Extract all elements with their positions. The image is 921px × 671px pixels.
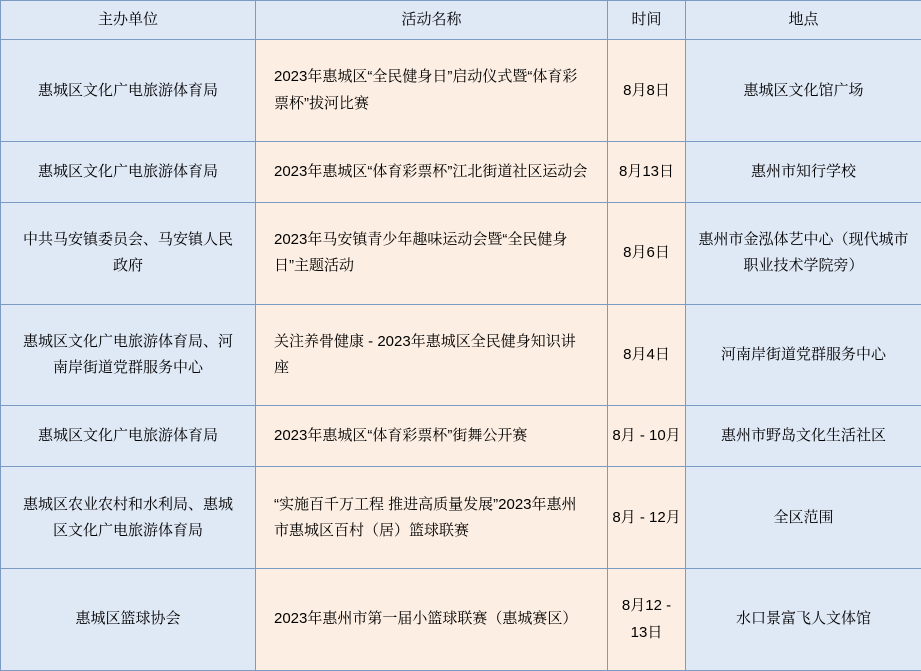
cell-time: 8月8日	[608, 40, 686, 142]
cell-organizer: 惠城区篮球协会	[1, 569, 256, 671]
cell-time: 8月 - 10月	[608, 406, 686, 467]
cell-organizer: 惠城区农业农村和水利局、惠城区文化广电旅游体育局	[1, 467, 256, 569]
cell-place: 水口景富飞人文体馆	[686, 569, 921, 671]
column-header-time: 时间	[608, 1, 686, 40]
cell-time: 8月 - 12月	[608, 467, 686, 569]
cell-activity-name: “实施百千万工程 推进高质量发展”2023年惠州市惠城区百村（居）篮球联赛	[256, 467, 608, 569]
cell-place: 河南岸街道党群服务中心	[686, 304, 921, 406]
table-header	[1, 1, 921, 40]
table-row	[1, 467, 921, 569]
table-row	[1, 406, 921, 467]
cell-time: 8月12 - 13日	[608, 569, 686, 671]
column-header-activity-name: 活动名称	[256, 1, 608, 40]
cell-organizer: 惠城区文化广电旅游体育局	[1, 40, 256, 142]
cell-place: 惠城区文化馆广场	[686, 40, 921, 142]
cell-activity-name: 2023年马安镇青少年趣味运动会暨“全民健身日”主题活动	[256, 202, 608, 304]
table-header-row	[1, 1, 921, 40]
cell-activity-name: 2023年惠城区“体育彩票杯”江北街道社区运动会	[256, 142, 608, 203]
table-body	[1, 40, 921, 671]
cell-time: 8月4日	[608, 304, 686, 406]
column-header-organizer: 主办单位	[1, 1, 256, 40]
cell-organizer: 惠城区文化广电旅游体育局、河南岸街道党群服务中心	[1, 304, 256, 406]
cell-activity-name: 2023年惠城区“体育彩票杯”街舞公开赛	[256, 406, 608, 467]
cell-place: 全区范围	[686, 467, 921, 569]
cell-activity-name: 2023年惠州市第一届小篮球联赛（惠城赛区）	[256, 569, 608, 671]
cell-activity-name: 关注养骨健康 - 2023年惠城区全民健身知识讲座	[256, 304, 608, 406]
table-row	[1, 142, 921, 203]
cell-time: 8月6日	[608, 202, 686, 304]
cell-place: 惠州市知行学校	[686, 142, 921, 203]
cell-time: 8月13日	[608, 142, 686, 203]
cell-place: 惠州市金泓体艺中心（现代城市职业技术学院旁）	[686, 202, 921, 304]
table-row	[1, 40, 921, 142]
cell-place: 惠州市野岛文化生活社区	[686, 406, 921, 467]
table-row	[1, 202, 921, 304]
table-row	[1, 569, 921, 671]
column-header-place: 地点	[686, 1, 921, 40]
cell-organizer: 惠城区文化广电旅游体育局	[1, 142, 256, 203]
table-row	[1, 304, 921, 406]
cell-activity-name: 2023年惠城区“全民健身日”启动仪式暨“体育彩票杯”拔河比赛	[256, 40, 608, 142]
cell-organizer: 惠城区文化广电旅游体育局	[1, 406, 256, 467]
cell-organizer: 中共马安镇委员会、马安镇人民政府	[1, 202, 256, 304]
